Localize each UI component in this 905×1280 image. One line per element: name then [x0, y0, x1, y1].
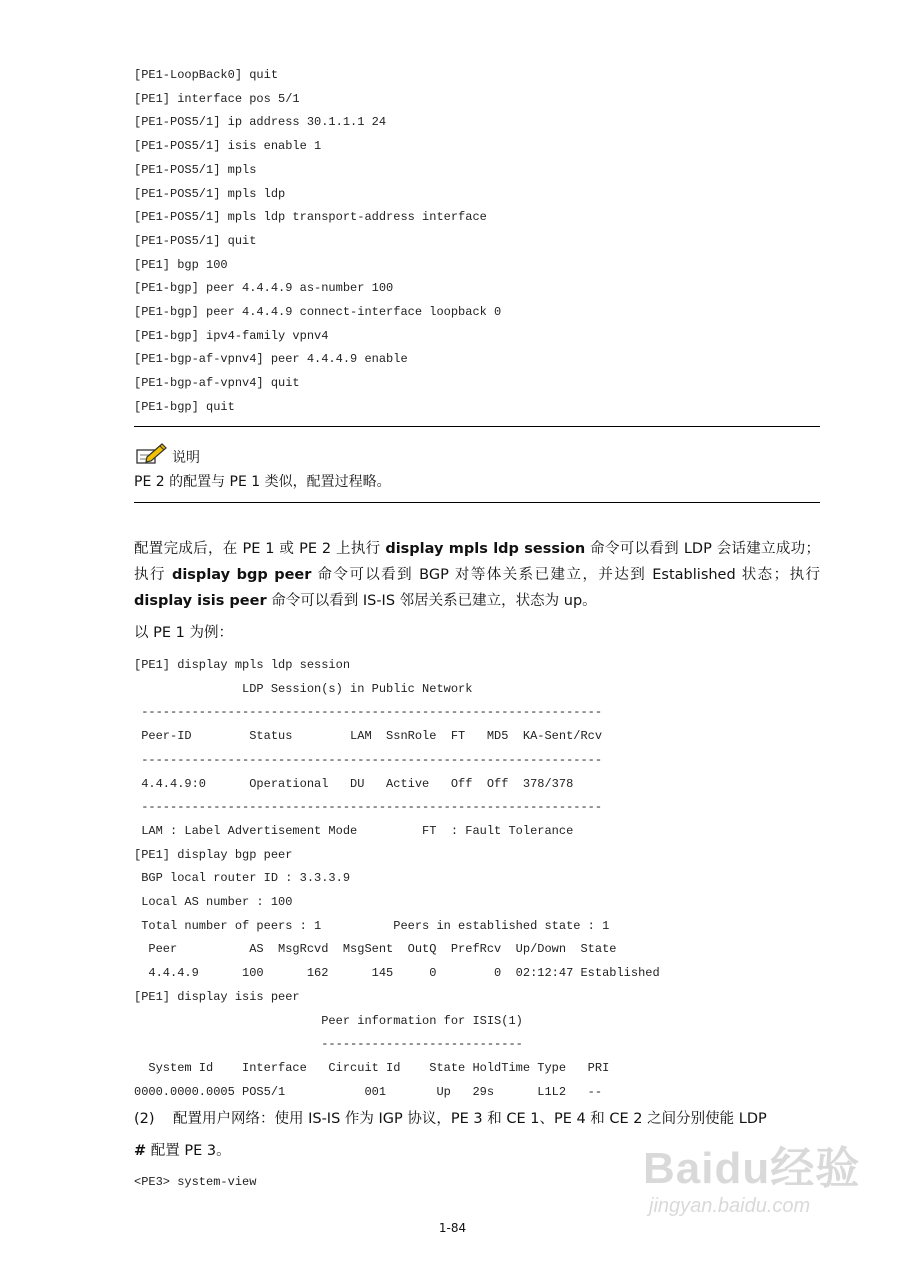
paragraph-text: 配置完成后，在 PE 1 或 PE 2 上执行 [134, 541, 386, 557]
note-header [134, 440, 200, 466]
config-code-block: [PE1-LoopBack0] quit [PE1] interface pos 5/1 [PE1-POS5/1] ip address 30.1.1.1 24 [PE1-POS5/1] isis enable 1 [PE1-POS5/1] mpls [PE1-POS5/1] mpls ldp [PE1-POS5/1] mpls ldp transport-address interface [PE1-POS5/1] quit [PE1] bgp 100 [PE1-bgp] peer 4.4.4.9 as-number 100 [PE1-bgp] peer 4.4.4.9 connect-interface loopback 0 [PE1-bgp] ipv4-family vpnv4 [PE1-bgp-af-vpnv4] peer 4.4.4.9 enable [PE1-bgp-af-vpnv4] quit [PE1-bgp] quit [134, 68, 502, 414]
display-output-code-block: [PE1] display mpls ldp session LDP Session(s) in Public Network ---------------------------------------------------------------- Peer-ID Status LAM SsnRole FT MD5 KA-Sent/Rcv ---------------------------------------------------------------- 4.4.4.9:0 Operational DU Active Off Off 378/378 ---------------------------------------------------------------- LAM : Label Advertisement Mode FT : Fault Tolerance [PE1] display bgp peer BGP local router ID : 3.3.3.9 Local AS number : 100 Total number of peers : 1 Peers in established state : 1 Peer AS MsgRcvd MsgSent OutQ PrefRcv Up/Down State 4.4.4.9 100 162 145 0 0 02:12:47 Established [PE1] display isis peer Peer information for ISIS(1) ---------------------------- System Id Interface Circuit Id State HoldTime Type PRI 0000.0000.0005 POS5/1 001 Up 29s L1L2 -- [134, 658, 660, 1099]
command-display-bgp-peer: display bgp peer [171, 567, 312, 583]
command-display-isis-peer: display isis peer [134, 593, 267, 609]
note-text: PE 2 的配置与 PE 1 类似，配置过程略。 [134, 474, 391, 490]
watermark-main: Baidu经验 [643, 1144, 861, 1193]
watermark-url: jingyan.baidu.com [649, 1195, 811, 1217]
step-text: 配置用户网络：使用 IS-IS 作为 IGP 协议，PE 3 和 CE 1、PE 4 和 CE 2 之间分别使能 LDP [172, 1111, 767, 1127]
comment-hash: # [134, 1143, 147, 1159]
note-title: 说明 [172, 450, 200, 466]
step-2-paragraph [134, 1106, 820, 1132]
paragraph-text: 命令可以看到 LDP 会话建立成功；执行 [134, 541, 820, 583]
baidu-watermark-logo [643, 1145, 873, 1240]
comment-text: 配置 PE 3。 [146, 1143, 231, 1159]
note-bottom-divider [134, 502, 820, 503]
step-number: (2) [134, 1111, 155, 1127]
page-number: 1-84 [438, 1221, 467, 1235]
pencil-note-icon [134, 442, 168, 466]
command-display-mpls-ldp-session: display mpls ldp session [385, 541, 586, 557]
pe3-code-block: <PE3> system-view [134, 1175, 257, 1189]
paragraph-text: 命令可以看到 BGP 对等体关系已建立，并达到 Established 状态；执行 [311, 567, 821, 583]
result-paragraph [134, 536, 820, 614]
note-top-divider [134, 426, 820, 427]
paragraph-text: 命令可以看到 IS-IS 邻居关系已建立，状态为 up。 [266, 593, 597, 609]
example-label: 以 PE 1 为例： [134, 625, 233, 641]
